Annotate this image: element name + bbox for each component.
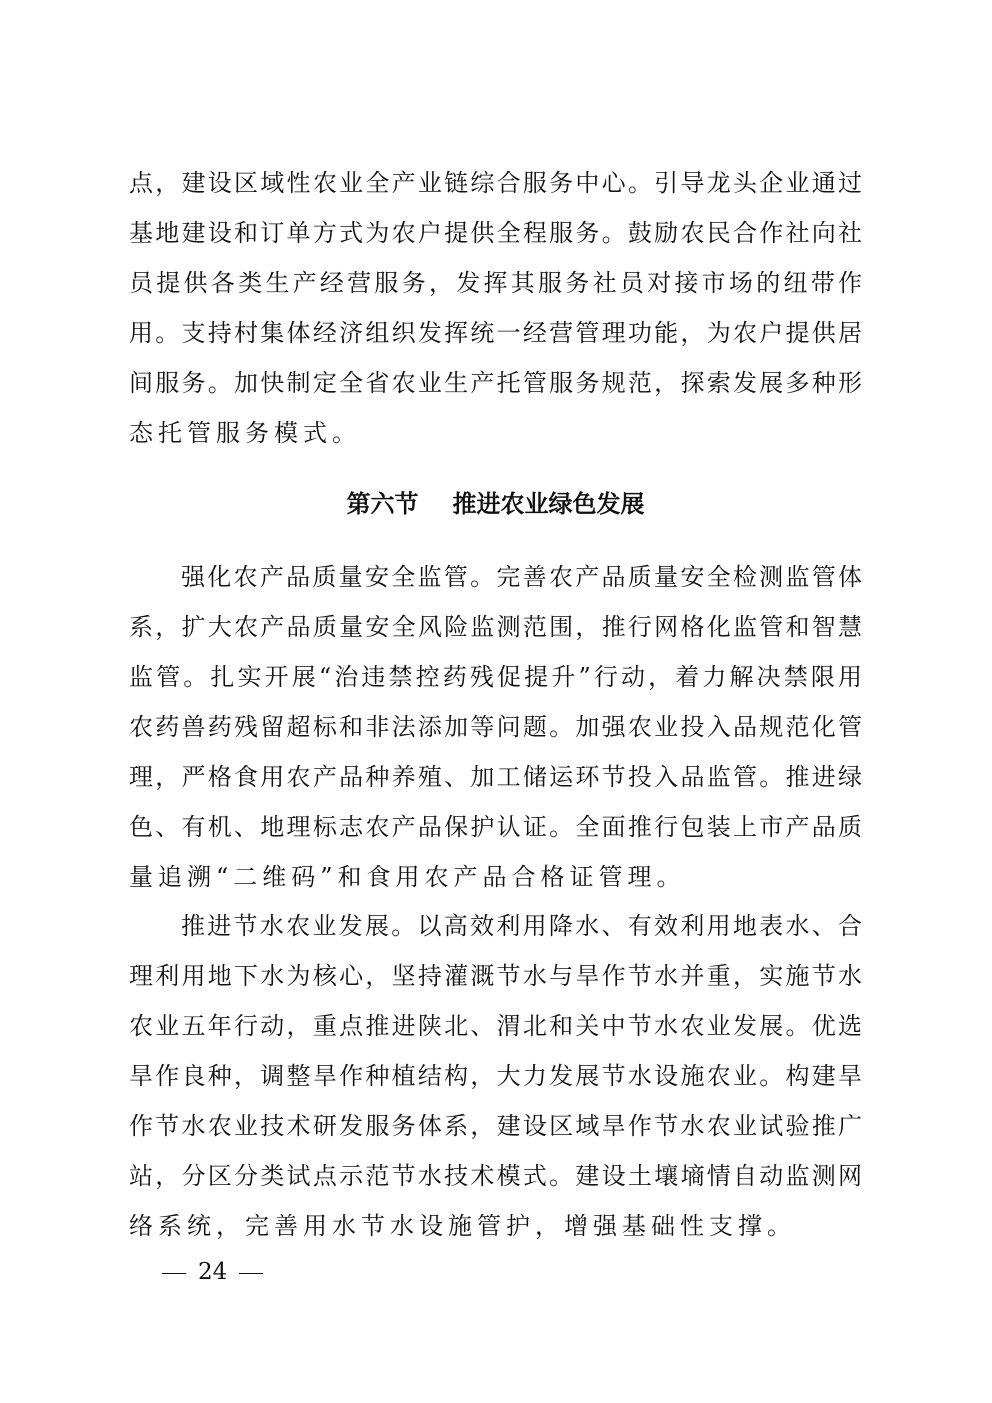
section-heading	[129, 486, 862, 522]
text-line: 理，严格食用农产品种养殖、加工储运环节投入品监管。推进绿	[129, 763, 862, 791]
text-line: 间服务。加快制定全省农业生产托管服务规范，探索发展多种形	[129, 369, 862, 397]
text-line: 量追溯“二维码”和食用农产品合格证管理。	[129, 863, 686, 891]
text-line: 强化农产品质量安全监管。完善农产品质量安全检测监管体	[181, 563, 862, 591]
text-line: 态托管服务模式。	[129, 419, 361, 447]
text-line: 系，扩大农产品质量安全风险监测范围，推行网格化监管和智慧	[129, 613, 862, 641]
text-line: 理利用地下水为核心，坚持灌溉节水与旱作节水并重，实施节水	[129, 962, 862, 990]
dash-divider	[239, 1273, 263, 1274]
text-line: 用。支持村集体经济组织发挥统一经营管理功能，为农户提供居	[129, 319, 862, 347]
text-line: 农业五年行动，重点推进陕北、渭北和关中节水农业发展。优选	[129, 1012, 862, 1040]
dash-divider	[162, 1273, 186, 1274]
text-line: 推进节水农业发展。以高效利用降水、有效利用地表水、合	[181, 912, 862, 940]
text-line: 员提供各类生产经营服务，发挥其服务社员对接市场的纽带作	[129, 269, 862, 297]
page-number-footer	[150, 1255, 275, 1289]
text-line: 色、有机、地理标志农产品保护认证。全面推行包装上市产品质	[129, 813, 862, 841]
section-number: 第六节	[346, 490, 419, 518]
text-line: 基地建设和订单方式为农户提供全程服务。鼓励农民合作社向社	[129, 219, 862, 247]
section-title: 推进农业绿色发展	[452, 490, 645, 518]
text-line: 监管。扎实开展“治违禁控药残促提升”行动，着力解决禁限用	[129, 663, 862, 691]
text-line: 络系统，完善用水节水设施管护，增强基础性支撑。	[129, 1212, 796, 1240]
text-line: 农药兽药残留超标和非法添加等问题。加强农业投入品规范化管	[129, 713, 862, 741]
text-line: 点，建设区域性农业全产业链综合服务中心。引导龙头企业通过	[129, 169, 862, 197]
text-line: 作节水农业技术研发服务体系，建设区域旱作节水农业试验推广	[129, 1112, 862, 1140]
page-number: 24	[198, 1259, 228, 1285]
text-line: 旱作良种，调整旱作种植结构，大力发展节水设施农业。构建旱	[129, 1062, 862, 1090]
text-line: 站，分区分类试点示范节水技术模式。建设土壤墒情自动监测网	[129, 1162, 862, 1190]
